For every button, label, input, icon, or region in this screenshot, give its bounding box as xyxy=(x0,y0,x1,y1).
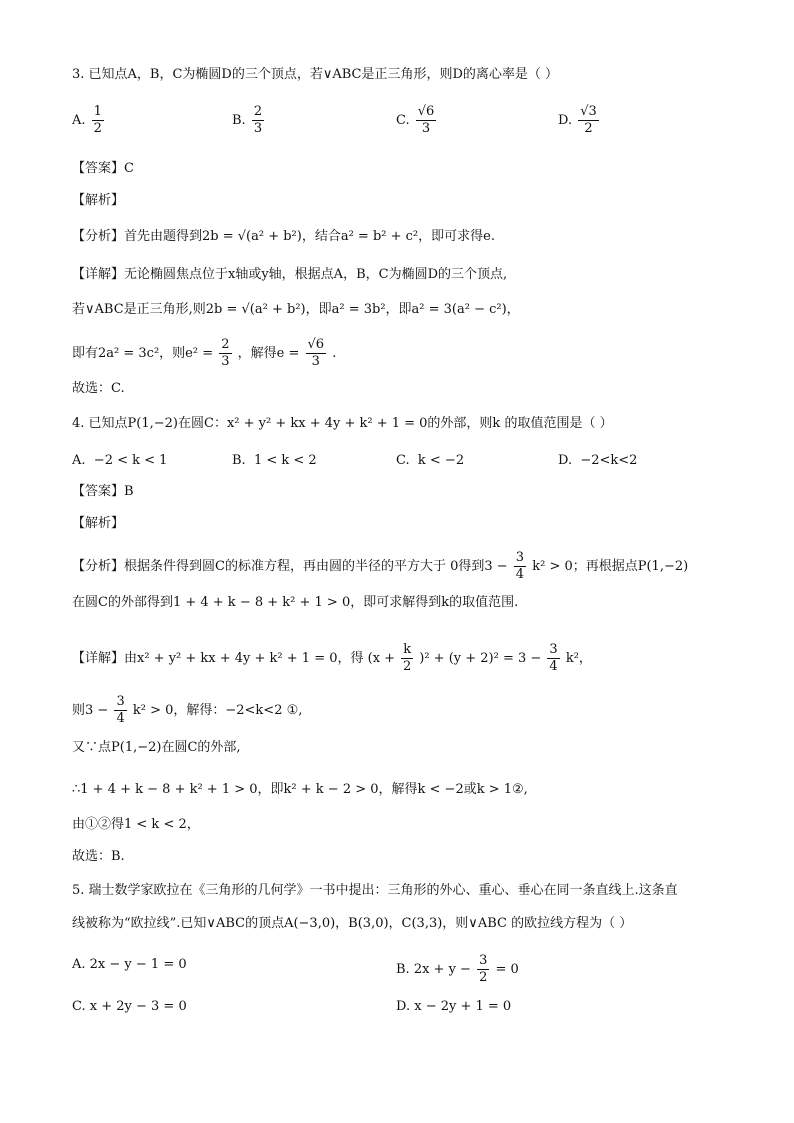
option-letter: A. xyxy=(72,113,86,128)
q3-option-b xyxy=(232,104,266,137)
q4-option-a xyxy=(72,451,167,471)
fraction xyxy=(219,337,231,370)
denominator: 4 xyxy=(116,711,125,726)
q3-xiangjie-line3: 即有2a² = 3c²，则e² = $\frac{2}{3}$ ，解得e = $\frac{√6}{3}$ . xyxy=(72,337,337,369)
q4-analysis-heading: 【解析】 xyxy=(72,516,125,531)
q3-xiangjie-line2: 若∨ABC是正三角形,则2b = √(a² + b²)，即a² = 3b²，即a² = 3(a² − c²)， xyxy=(72,302,520,317)
q4-option-d xyxy=(558,451,637,471)
fraction xyxy=(514,550,526,583)
q5-stem-line2: 线被称为“欧拉线”.已知∨ABC的顶点A(−3,0)，B(3,0)，C(3,3)，则∨ABC 的欧拉线方程为（ ） xyxy=(72,916,633,931)
q3-option-c xyxy=(396,104,438,137)
q4-option-c xyxy=(396,451,464,471)
text: ，解得e = xyxy=(237,346,300,361)
q4-answer: 【答案】B xyxy=(72,484,134,499)
numerator: 1 xyxy=(93,104,102,119)
denominator: 3 xyxy=(221,354,230,369)
q3-analysis-heading: 【解析】 xyxy=(72,193,125,208)
fraction xyxy=(477,953,489,986)
numerator: √6 xyxy=(307,337,325,352)
option-letter: B. xyxy=(232,453,246,468)
option-letter: A. xyxy=(72,453,86,468)
q4-option-b xyxy=(232,451,317,471)
q5-option-a: A. 2x − y − 1 = 0 xyxy=(72,957,187,972)
denominator: 2 xyxy=(584,121,593,136)
numerator: k xyxy=(403,642,412,657)
q4-fenxi-line2: 在圆C的外部得到1 + 4 + k − 8 + k² + 1 > 0，即可求解得到k的取值范围. xyxy=(72,595,519,610)
text: 即有2a² = 3c²，则e² = xyxy=(72,346,214,361)
numerator: 2 xyxy=(221,337,230,352)
fraction xyxy=(578,104,599,137)
option-text: 1 < k < 2 xyxy=(253,453,317,468)
text: 【分析】根据条件得到圆C的标准方程，再由圆的半径的平方大于 0得到3 − xyxy=(72,559,508,574)
option-text: k < −2 xyxy=(417,453,465,468)
q4-xiangjie-line5: 由①②得1 < k < 2， xyxy=(72,817,200,832)
text: B. 2x + y − xyxy=(396,962,471,977)
numerator: 3 xyxy=(549,642,558,657)
denominator: 4 xyxy=(549,659,558,674)
numerator: 2 xyxy=(253,104,263,119)
text: 【详解】由x² + y² + kx + 4y + k² + 1 = 0，得 xyxy=(72,651,364,666)
option-letter: B. xyxy=(232,113,246,128)
denominator: 3 xyxy=(311,354,320,369)
text: = 0 xyxy=(495,962,519,977)
q3-option-d xyxy=(558,104,601,137)
fraction xyxy=(252,104,264,137)
q4-xiangjie-line1 xyxy=(72,642,592,675)
numerator: 3 xyxy=(515,550,525,565)
fraction xyxy=(92,104,104,137)
text: k² > 0；再根据点P(1,−2) xyxy=(532,559,689,574)
denominator: 2 xyxy=(403,659,412,674)
option-letter: C. xyxy=(396,453,410,468)
numerator: 3 xyxy=(116,694,125,709)
text: 则3 − xyxy=(72,703,109,718)
fraction xyxy=(306,337,327,370)
text: )² + (y + 2)² = 3 − xyxy=(419,651,542,666)
fraction xyxy=(114,694,126,727)
denominator: 3 xyxy=(253,121,263,136)
q4-fenxi-line1 xyxy=(72,550,688,583)
q4-xiangjie-line3: 又∵点P(1,−2)在圆C的外部, xyxy=(72,740,241,755)
numerator: 3 xyxy=(479,953,488,968)
q4-stem: 4. 已知点P(1,−2)在圆C：x² + y² + kx + 4y + k² + 1 = 0的外部，则k 的取值范围是（ ） xyxy=(72,416,613,431)
denominator: 2 xyxy=(479,970,488,985)
fraction xyxy=(547,642,559,675)
denominator: 4 xyxy=(515,567,525,582)
fraction xyxy=(416,104,437,137)
q3-fenxi: 【分析】首先由题得到2b = √(a² + b²)，结合a² = b² + c²，即可求得e. xyxy=(72,229,495,244)
numerator: √6 xyxy=(417,104,435,119)
q4-xiangjie-line2 xyxy=(72,694,302,727)
q5-option-d: D. x − 2y + 1 = 0 xyxy=(396,999,512,1014)
q3-option-a xyxy=(72,104,106,137)
text: (x + xyxy=(367,651,396,666)
option-letter: D. xyxy=(558,453,573,468)
option-text: −2<k<2 xyxy=(580,453,638,468)
denominator: 2 xyxy=(93,121,102,136)
fraction xyxy=(401,642,413,675)
text: k² > 0，解得：−2<k<2 ①, xyxy=(132,703,303,718)
text: k²， xyxy=(565,651,592,666)
numerator: √3 xyxy=(580,104,597,119)
q4-choose: 故选：B. xyxy=(72,849,125,864)
q4-xiangjie-line4: ∴1 + 4 + k − 8 + k² + 1 > 0，即k² + k − 2 > 0，解得k < −2或k > 1②, xyxy=(72,782,528,797)
q3-choose: 故选：C. xyxy=(72,381,125,396)
denominator: 3 xyxy=(421,121,431,136)
q5-stem-line1: 5. 瑞士数学家欧拉在《三角形的几何学》一书中提出：三角形的外心、重心、垂心在同一条直线上.这条直 xyxy=(72,883,678,898)
q5-option-c: C. x + 2y − 3 = 0 xyxy=(72,999,187,1014)
q5-option-b xyxy=(396,953,519,986)
option-letter: D. xyxy=(558,113,573,128)
q3-stem: 3. 已知点A，B，C为椭圆D的三个顶点，若∨ABC是正三角形，则D的离心率是（ ） xyxy=(72,67,559,82)
option-letter: C. xyxy=(396,113,410,128)
q3-answer: 【答案】C xyxy=(72,161,134,176)
q3-xiangjie-line1: 【详解】无论椭圆焦点位于x轴或y轴，根据点A，B，C为椭圆D的三个顶点, xyxy=(72,267,508,282)
option-text: −2 < k < 1 xyxy=(93,453,168,468)
